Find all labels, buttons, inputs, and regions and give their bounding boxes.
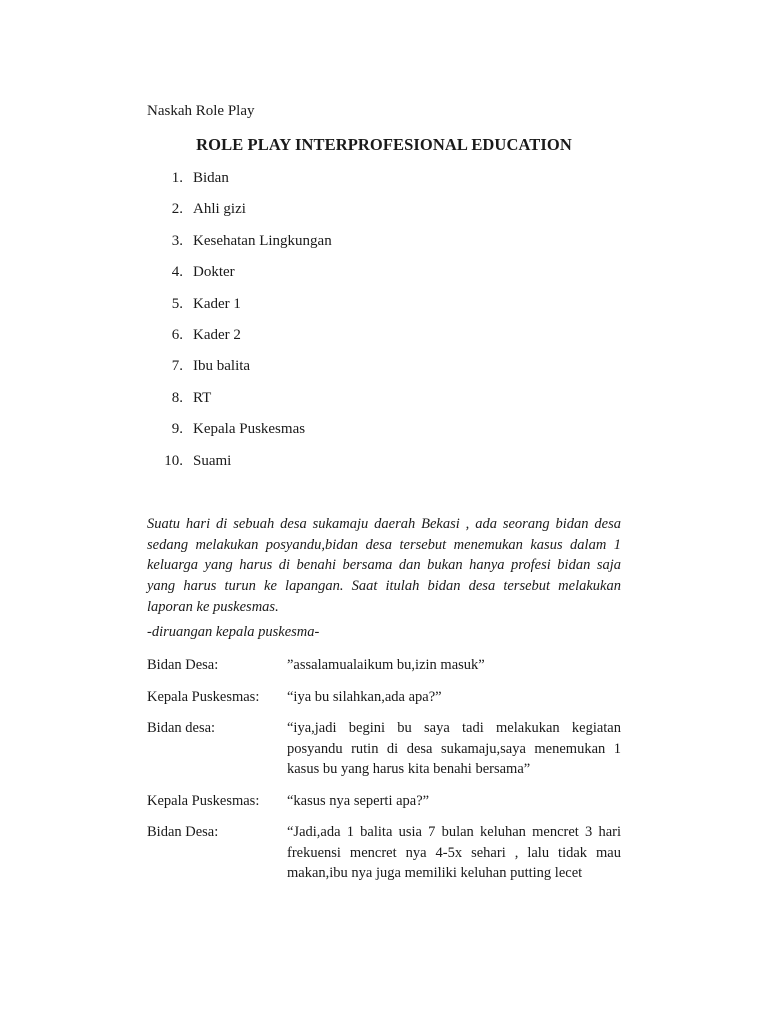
role-name: Ibu balita xyxy=(193,358,251,375)
role-name: Kader 2 xyxy=(193,326,241,343)
list-number: 9. xyxy=(171,421,183,438)
dialogue-turn xyxy=(147,687,621,708)
dialogue-turn xyxy=(147,655,621,676)
document-title: ROLE PLAY INTERPROFESIONAL EDUCATION xyxy=(196,135,572,154)
list-number: 5. xyxy=(171,295,183,312)
role-name: Suami xyxy=(193,452,232,469)
intro-paragraph: Suatu hari di sebuah desa sukamaju daerah Bekasi , ada seorang bidan desa sedang melakukan posyandu,bidan desa tersebut menemukan kasus dalam 1 keluarga yang harus di benahi bersama dan bukan hanya profesi bidan saja yang harus turun ke lapangan. Saat itulah bidan desa tersebut melakukan laporan ke puskesmas. xyxy=(147,516,621,615)
list-number: 3. xyxy=(171,232,183,249)
scene-heading: -diruangan kepala puskesma- xyxy=(147,624,320,640)
dialogue-line: “iya bu silahkan,ada apa?” xyxy=(287,688,442,705)
role-name: Bidan xyxy=(193,170,229,186)
speaker-name: Bidan Desa: xyxy=(147,824,219,840)
dialogue-line: “iya,jadi begini bu saya tadi melakukan kegiatan posyandu rutin di desa sukamaju,saya menemukan 1 kasus bu yang harus kita benahi bersama” xyxy=(287,720,621,777)
list-number: 1. xyxy=(171,170,183,186)
list-number: 10. xyxy=(164,452,183,469)
list-number: 8. xyxy=(171,389,183,406)
speaker-name: Bidan Desa: xyxy=(147,657,219,673)
dialogue-turn xyxy=(147,791,621,812)
dialogue-turn xyxy=(147,822,621,884)
dialogue-line: ”assalamualaikum bu,izin masuk” xyxy=(287,657,485,673)
list-number: 4. xyxy=(171,264,183,281)
role-name: Kader 1 xyxy=(193,295,241,312)
speaker-name: Bidan desa: xyxy=(147,720,216,736)
dialogue xyxy=(147,655,621,895)
dialogue-line: “Jadi,ada 1 balita usia 7 bulan keluhan mencret 3 hari frekuensi mencret nya 4-5x sehari , lalu tidak mau makan,ibu nya juga memiliki keluhan putting lecet xyxy=(287,824,621,881)
dialogue-line: “kasus nya seperti apa?” xyxy=(287,792,430,809)
role-name: Kesehatan Lingkungan xyxy=(193,232,332,249)
role-name: Dokter xyxy=(193,264,235,281)
role-name: Ahli gizi xyxy=(193,201,246,218)
dialogue-turn xyxy=(147,718,621,780)
role-name: Kepala Puskesmas xyxy=(193,421,306,438)
speaker-name: Kepala Puskesmas: xyxy=(147,688,260,705)
document-label: Naskah Role Play xyxy=(147,103,255,119)
speaker-name: Kepala Puskesmas: xyxy=(147,792,260,809)
list-number: 6. xyxy=(171,326,183,343)
list-number: 7. xyxy=(171,358,183,375)
role-name: RT xyxy=(193,389,212,406)
list-number: 2. xyxy=(171,201,183,218)
